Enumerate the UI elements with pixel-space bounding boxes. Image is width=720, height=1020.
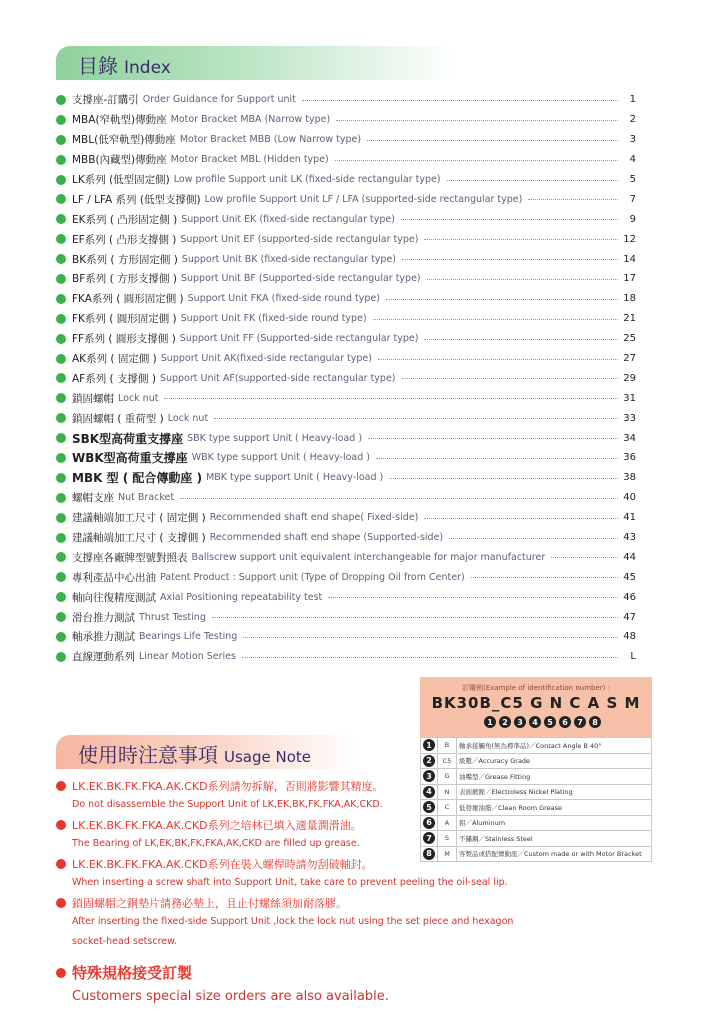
number-badge: 8 xyxy=(589,716,601,728)
toc-item[interactable] xyxy=(56,90,636,110)
bullet-icon xyxy=(56,859,66,869)
leader-dots xyxy=(447,179,618,181)
row-desc-cell: 客製品或搭配傳動座／Custom made or with Motor Bracket xyxy=(457,846,652,862)
bullet-icon xyxy=(56,334,66,344)
leader-dots xyxy=(424,238,618,240)
toc-item[interactable] xyxy=(56,488,636,508)
toc-item-page: 48 xyxy=(623,631,636,643)
toc-item-page: 1 xyxy=(629,94,636,106)
bullet-icon xyxy=(56,552,66,562)
toc-item-title-zh: EK系列 ( 凸形固定側 ) xyxy=(72,213,178,226)
toc-item-page: 38 xyxy=(623,472,636,484)
usage-title xyxy=(78,739,311,768)
bullet-icon xyxy=(56,95,66,105)
row-code-cell: G xyxy=(438,769,457,785)
toc-item-title-en: Lock nut xyxy=(167,412,209,424)
leader-dots xyxy=(243,636,618,638)
toc-item[interactable] xyxy=(56,428,636,448)
toc-item-title-en: Patent Product : Support unit (Type of Dropping Oil from Center) xyxy=(160,571,465,583)
usage-notes xyxy=(56,776,656,952)
number-badge: 7 xyxy=(574,716,586,728)
toc-item[interactable] xyxy=(56,607,636,627)
bullet-icon xyxy=(56,781,66,791)
toc-item[interactable] xyxy=(56,130,636,150)
number-badge: 4 xyxy=(423,786,435,798)
toc-item[interactable] xyxy=(56,269,636,289)
usage-note-zh xyxy=(56,776,656,795)
toc-item-page: 27 xyxy=(623,353,636,365)
special-order-zh xyxy=(56,962,389,983)
index-title-en: Index xyxy=(124,58,171,78)
bullet-icon xyxy=(56,214,66,224)
toc-item-title-en: Support Unit AF(supported-side rectangular type) xyxy=(159,372,396,384)
toc-item-page: L xyxy=(630,651,636,663)
usage-note-zh-text: LK.EK.BK.FK.FKA.AK.CKD系列在裝入螺桿時請勿刮破軸封。 xyxy=(72,857,373,871)
index-header xyxy=(56,46,456,80)
toc-item-title-zh: 軸承推力測試 xyxy=(72,631,135,644)
toc-item[interactable] xyxy=(56,249,636,269)
identification-code: BK30B_C5 G N C A S M xyxy=(431,694,641,712)
bullet-icon xyxy=(56,612,66,622)
bullet-icon xyxy=(56,354,66,364)
special-order-en: Customers special size orders are also available. xyxy=(72,989,389,1004)
row-desc-cell: 不鏽鋼／Stainless Steel xyxy=(457,831,652,847)
usage-note-zh xyxy=(56,893,656,912)
leader-dots xyxy=(214,417,618,419)
toc-item[interactable] xyxy=(56,647,636,667)
toc-item-title-en: Low profile Support Unit LF / LFA (supported-side rectangular type) xyxy=(204,193,523,205)
toc-item-page: 33 xyxy=(623,412,636,424)
toc-item-title-en: WBK type support Unit ( Heavy-load ) xyxy=(191,452,371,464)
leader-dots xyxy=(336,119,618,121)
leader-dots xyxy=(378,358,618,360)
bullet-icon xyxy=(56,254,66,264)
identification-header xyxy=(420,677,652,737)
row-number-cell xyxy=(421,753,438,769)
leader-dots xyxy=(242,656,618,658)
leader-dots xyxy=(373,318,618,320)
toc-item-page: 17 xyxy=(623,273,636,285)
toc-item-page: 2 xyxy=(629,114,636,126)
toc-item-title-en: Motor Bracket MBA (Narrow type) xyxy=(170,114,331,126)
usage-note-en: The Bearing of LK,EK,BK,FK,FKA,AK,CKD are filled up grease. xyxy=(72,838,360,849)
toc-item[interactable] xyxy=(56,388,636,408)
toc-item-title-en: Order Guidance for Support unit xyxy=(142,94,296,106)
toc-item[interactable] xyxy=(56,150,636,170)
usage-note-zh-text: 鎖固螺帽之銅墊片請務必墊上，且止付螺絲須加耐落膠。 xyxy=(72,896,347,910)
toc-item[interactable] xyxy=(56,528,636,548)
toc-item-page: 44 xyxy=(623,551,636,563)
toc-item-title-en: SBK type support Unit ( Heavy-load ) xyxy=(187,432,363,444)
toc-item-title-en: Bearings Life Testing xyxy=(139,631,238,643)
toc-item-page: 40 xyxy=(623,492,636,504)
leader-dots xyxy=(389,477,618,479)
toc-item-title-en: MBK type support Unit ( Heavy-load ) xyxy=(206,472,384,484)
toc-item-title-en: Recommended shaft end shape( Fixed-side) xyxy=(209,512,419,524)
toc-item[interactable] xyxy=(56,547,636,567)
usage-note-en: socket-head setscrew. xyxy=(72,936,178,947)
toc-item-page: 43 xyxy=(623,532,636,544)
toc-item-title-zh: 鎖固螺帽 xyxy=(72,392,114,405)
leader-dots xyxy=(302,99,618,101)
row-desc-cell: 鋁／Aluminum xyxy=(457,815,652,831)
bullet-icon xyxy=(56,453,66,463)
toc-item-title-en: Low profile Support unit LK (fixed-side rectangular type) xyxy=(173,174,441,185)
row-desc-cell: 級數／Accuracy Grade xyxy=(457,753,652,769)
bullet-icon xyxy=(56,314,66,324)
row-code-cell: C5 xyxy=(438,753,457,769)
usage-note-zh xyxy=(56,854,656,873)
toc-item-page: 25 xyxy=(623,333,636,345)
usage-title-en: Usage Note xyxy=(224,748,312,766)
bullet-icon xyxy=(56,572,66,582)
toc-item-title-zh: LK系列 (低型固定側) xyxy=(72,174,170,186)
toc-item-page: 31 xyxy=(623,392,636,404)
leader-dots xyxy=(180,497,618,499)
toc-item-title-en: Support Unit AK(fixed-side rectangular type) xyxy=(160,353,372,365)
toc-item-title-zh: 專利產品中心出油 xyxy=(72,571,156,584)
toc-item-title-zh: SBK型高荷重支撐座 xyxy=(72,431,184,446)
number-badge: 3 xyxy=(423,770,435,782)
toc-item[interactable] xyxy=(56,368,636,388)
toc-item[interactable] xyxy=(56,567,636,587)
row-code-cell: C xyxy=(438,800,457,816)
leader-dots xyxy=(376,457,618,459)
bullet-icon xyxy=(56,513,66,523)
toc-item-title-zh: EF系列 ( 凸形支撐側 ) xyxy=(72,233,177,246)
toc-item-title-en: Motor Bracket MBL (Hidden type) xyxy=(170,154,329,166)
row-code-cell: S xyxy=(438,831,457,847)
toc-item[interactable] xyxy=(56,408,636,428)
bullet-icon xyxy=(56,968,66,978)
leader-dots xyxy=(401,218,618,220)
leader-dots xyxy=(386,298,618,300)
toc-item-title-zh: FKA系列 ( 圓形固定側 ) xyxy=(72,293,184,306)
toc-item[interactable] xyxy=(56,329,636,349)
leader-dots xyxy=(335,159,618,161)
number-badge: 3 xyxy=(514,716,526,728)
toc-item-title-zh: 建議軸端加工尺寸 ( 固定側 ) xyxy=(72,512,206,525)
toc-item-title-en: Ballscrew support unit equivalent interchangeable for major manufacturer xyxy=(191,551,546,563)
toc-item-title-en: Recommended shaft end shape (Supported-side) xyxy=(209,532,444,544)
toc-item-title-en: Support Unit EK (fixed-side rectangular type) xyxy=(181,213,395,225)
toc-item-title-zh: AF系列 ( 支撐側 ) xyxy=(72,372,156,385)
number-badge: 5 xyxy=(544,716,556,728)
toc-item-page: 7 xyxy=(629,193,636,205)
toc-item-page: 36 xyxy=(623,452,636,464)
bullet-icon xyxy=(56,373,66,383)
row-code-cell: B xyxy=(438,738,457,754)
toc-item-page: 12 xyxy=(623,233,636,245)
bullet-icon xyxy=(56,155,66,165)
toc-item-page: 3 xyxy=(629,134,636,146)
number-badge: 2 xyxy=(423,755,435,767)
number-badge: 8 xyxy=(423,848,435,860)
toc-item-title-en: Support Unit BF (Supported-side rectangular type) xyxy=(180,273,421,285)
toc-item-title-en: Support Unit FK (fixed-side round type) xyxy=(180,313,367,325)
row-desc-cell: 軸承接觸角(無為標準品)／Contact Angle B 40° xyxy=(457,738,652,754)
toc-item[interactable] xyxy=(56,508,636,528)
toc-item-title-zh: MBK 型 ( 配合傳動座 ) xyxy=(72,471,203,486)
toc-item-title-zh: MBB(內藏型)傳動座 xyxy=(72,154,167,167)
bullet-icon xyxy=(56,194,66,204)
index-title xyxy=(78,50,171,79)
toc-item-page: 5 xyxy=(629,174,636,185)
table-of-contents xyxy=(56,90,636,667)
leader-dots xyxy=(212,616,618,618)
bullet-icon xyxy=(56,433,66,443)
identification-numbers xyxy=(484,716,601,728)
toc-item[interactable] xyxy=(56,309,636,329)
toc-item[interactable] xyxy=(56,189,636,209)
bullet-icon xyxy=(56,175,66,185)
toc-item[interactable] xyxy=(56,468,636,488)
toc-item-title-en: Axial Positioning repeatability test xyxy=(160,591,323,603)
usage-note-en: When inserting a screw shaft into Support Unit, take care to prevent peeling the oil-seal lip. xyxy=(72,877,508,888)
toc-item-title-en: Support Unit BK (fixed-side rectangular type) xyxy=(181,253,397,265)
table-row xyxy=(421,738,652,754)
toc-item-title-zh: 直線運動系列 xyxy=(72,651,135,664)
bullet-icon xyxy=(56,393,66,403)
bullet-icon xyxy=(56,652,66,662)
toc-item-title-zh: 螺帽支座 xyxy=(72,492,114,505)
toc-item-title-en: Support Unit EF (supported-side rectangular type) xyxy=(180,233,419,245)
toc-item-title-zh: WBK型高荷重支撐座 xyxy=(72,451,188,466)
bullet-icon xyxy=(56,898,66,908)
toc-item[interactable] xyxy=(56,289,636,309)
toc-item[interactable] xyxy=(56,448,636,468)
toc-item[interactable] xyxy=(56,229,636,249)
leader-dots xyxy=(424,338,618,340)
row-code-cell: M xyxy=(438,846,457,862)
number-badge: 2 xyxy=(499,716,511,728)
number-badge: 6 xyxy=(423,817,435,829)
toc-item-title-en: Support Unit FKA (fixed-side round type) xyxy=(187,293,380,305)
toc-item-title-zh: FK系列 ( 圓形固定側 ) xyxy=(72,313,177,326)
toc-item-title-zh: 軸向往復精度測試 xyxy=(72,591,156,604)
bullet-icon xyxy=(56,533,66,543)
bullet-icon xyxy=(56,592,66,602)
bullet-icon xyxy=(56,473,66,483)
toc-item-page: 45 xyxy=(623,571,636,583)
row-code-cell: A xyxy=(438,815,457,831)
toc-item-page: 4 xyxy=(629,154,636,166)
special-order-zh-text: 特殊規格接受訂製 xyxy=(72,964,193,982)
usage-note-en: Do not disassemble the Support Unit of LK,EK,BK,FK,FKA,AK,CKD. xyxy=(72,799,383,810)
usage-note-zh xyxy=(56,815,656,834)
bullet-icon xyxy=(56,274,66,284)
row-desc-cell: 油嘴型／Grease Fitting xyxy=(457,769,652,785)
leader-dots xyxy=(328,596,618,598)
bullet-icon xyxy=(56,135,66,145)
special-order xyxy=(56,962,389,1004)
bullet-icon xyxy=(56,820,66,830)
usage-note-zh-text: LK.EK.BK.FK.FKA.AK.CKD系列之培林已填入適量潤滑油。 xyxy=(72,818,362,832)
toc-item-title-zh: LF / LFA 系列 (低型支撐側) xyxy=(72,193,201,206)
leader-dots xyxy=(471,576,618,578)
toc-item-page: 46 xyxy=(623,591,636,603)
toc-item-title-zh: BK系列 ( 方形固定側 ) xyxy=(72,253,178,266)
number-badge: 4 xyxy=(529,716,541,728)
row-code-cell: N xyxy=(438,784,457,800)
bullet-icon xyxy=(56,413,66,423)
toc-item-title-zh: AK系列 ( 固定側 ) xyxy=(72,353,157,366)
bullet-icon xyxy=(56,234,66,244)
bullet-icon xyxy=(56,294,66,304)
number-badge: 6 xyxy=(559,716,571,728)
toc-item[interactable] xyxy=(56,627,636,647)
usage-note-zh-text: LK.EK.BK.FK.FKA.AK.CKD系列請勿拆解，否則將影響其精度。 xyxy=(72,779,384,793)
index-title-zh: 目錄 xyxy=(78,54,118,78)
toc-item-page: 9 xyxy=(629,213,636,225)
leader-dots xyxy=(402,377,619,379)
row-desc-cell: 表面鍍鎳／Electroless Nickel Plating xyxy=(457,784,652,800)
leader-dots xyxy=(427,278,618,280)
toc-item-title-zh: MBA(窄軌型)傳動座 xyxy=(72,114,167,127)
toc-item-page: 18 xyxy=(623,293,636,305)
bullet-icon xyxy=(56,632,66,642)
row-desc-cell: 低發塵油脂／Clean Room Grease xyxy=(457,800,652,816)
toc-item-page: 41 xyxy=(623,512,636,524)
number-badge: 1 xyxy=(484,716,496,728)
toc-item[interactable] xyxy=(56,349,636,369)
toc-item-page: 14 xyxy=(623,253,636,265)
toc-item[interactable] xyxy=(56,587,636,607)
toc-item-title-zh: MBL(低窄軌型)傳動座 xyxy=(72,134,176,147)
toc-item-title-zh: 支撐座-訂購引 xyxy=(72,94,139,107)
toc-item-title-en: Nut Bracket xyxy=(118,492,175,504)
bullet-icon xyxy=(56,115,66,125)
toc-item-page: 47 xyxy=(623,611,636,623)
toc-item-page: 29 xyxy=(623,372,636,384)
leader-dots xyxy=(367,139,618,141)
leader-dots xyxy=(402,258,618,260)
table-row xyxy=(421,753,652,769)
toc-item-title-zh: 建議軸端加工尺寸 ( 支撐側 ) xyxy=(72,532,206,545)
toc-item-page: 34 xyxy=(623,432,636,444)
toc-item-title-zh: FF系列 ( 圓形支撐側 ) xyxy=(72,333,176,346)
bullet-icon xyxy=(56,493,66,503)
toc-item-title-zh: 滑台推力測試 xyxy=(72,611,135,624)
toc-item-title-zh: BF系列 ( 方形支撐側 ) xyxy=(72,273,177,286)
toc-item[interactable] xyxy=(56,209,636,229)
toc-item-page: 21 xyxy=(623,313,636,325)
leader-dots xyxy=(551,556,618,558)
toc-item-title-en: Lock nut xyxy=(118,392,159,404)
leader-dots xyxy=(528,198,618,200)
leader-dots xyxy=(449,537,618,539)
toc-item[interactable] xyxy=(56,170,636,190)
row-number-cell xyxy=(421,738,438,754)
leader-dots xyxy=(368,437,618,439)
toc-item-title-zh: 支撐座各廠牌型號對照表 xyxy=(72,551,188,564)
leader-dots xyxy=(424,517,618,519)
number-badge: 1 xyxy=(423,739,435,751)
identification-caption: 訂購例(Example of identification number) : xyxy=(462,684,610,692)
toc-item-title-en: Thrust Testing xyxy=(139,611,206,623)
toc-item-title-en: Support Unit FF (Supported-side rectangular type) xyxy=(179,333,419,345)
usage-note-en: After inserting the fixed-side Support Unit ,lock the lock nut using the set piece and hexagon xyxy=(72,916,514,927)
usage-title-zh: 使用時注意事項 xyxy=(78,743,218,767)
number-badge: 5 xyxy=(423,801,435,813)
toc-item-title-en: Linear Motion Series xyxy=(139,651,236,663)
toc-item[interactable] xyxy=(56,110,636,130)
usage-header xyxy=(56,735,356,769)
toc-item-title-zh: 鎖固螺帽 ( 重荷型 ) xyxy=(72,412,164,425)
number-badge: 7 xyxy=(423,832,435,844)
leader-dots xyxy=(164,397,618,399)
toc-item-title-en: Motor Bracket MBB (Low Narrow type) xyxy=(179,134,362,146)
